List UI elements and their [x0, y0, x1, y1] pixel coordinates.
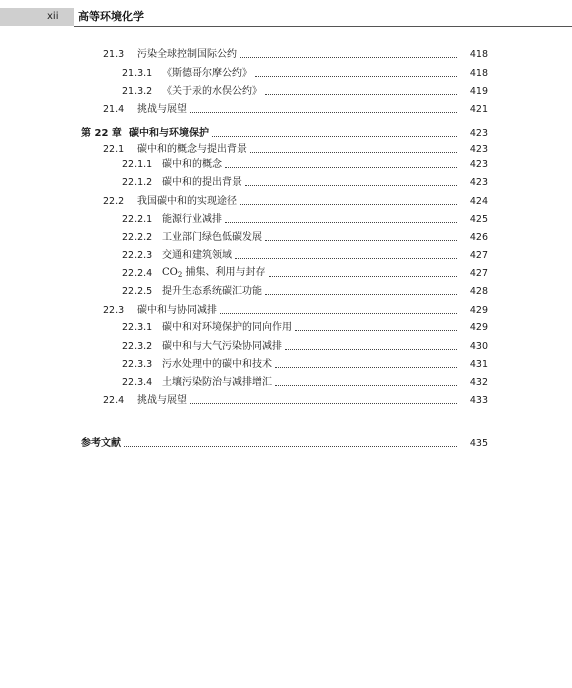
toc-entry-number: 22.3.4	[122, 377, 153, 388]
toc-entry-title: 碳中和与大气污染协同减排	[162, 341, 282, 352]
toc-entry-number: 21.3.1	[122, 68, 153, 79]
toc-dot-leader	[235, 258, 457, 259]
toc-entry-number: 22.1	[103, 144, 125, 155]
toc-entry-page: 426	[469, 232, 488, 243]
toc-entry-page: 432	[469, 377, 488, 388]
toc-entry-title: 碳中和的概念	[162, 159, 222, 170]
toc-dot-leader	[124, 446, 457, 447]
toc-entry-page: 418	[469, 49, 488, 60]
header-book-title: 高等环境化学	[78, 10, 144, 23]
toc-entry[interactable]	[0, 84, 572, 99]
toc-entry-page: 430	[469, 341, 488, 352]
toc-entry-number: 22.2.1	[122, 214, 153, 225]
toc-dot-leader	[295, 330, 457, 331]
toc-dot-leader	[269, 276, 457, 277]
toc-entry[interactable]	[0, 320, 572, 335]
toc-entry-page: 423	[469, 159, 488, 170]
toc-dot-leader	[220, 313, 457, 314]
toc-entry-number: 第 22 章	[81, 128, 122, 139]
toc-entry-page: 428	[469, 286, 488, 297]
toc-dot-leader	[275, 385, 457, 386]
toc-dot-leader	[265, 94, 457, 95]
toc-entry[interactable]	[0, 357, 572, 372]
header-tab	[0, 8, 74, 26]
toc-entry[interactable]	[0, 375, 572, 390]
toc-entry[interactable]	[0, 47, 572, 62]
toc-entry-page: 433	[469, 395, 488, 406]
toc-dot-leader	[245, 185, 457, 186]
toc-dot-leader	[265, 240, 457, 241]
toc-entry-title: 我国碳中和的实现途径	[137, 196, 237, 207]
toc-entry-title: 提升生态系统碳汇功能	[162, 286, 262, 297]
toc-entry-title: 碳中和的提出背景	[162, 177, 242, 188]
toc-dot-leader	[225, 167, 457, 168]
toc-entry[interactable]	[0, 157, 572, 172]
toc-entry-page: 423	[469, 144, 488, 155]
toc-dot-leader	[255, 76, 457, 77]
toc-dot-leader	[265, 294, 457, 295]
toc-entry-number: 22.4	[103, 395, 125, 406]
toc-entry[interactable]	[0, 194, 572, 209]
toc-entry-title: 碳中和对环境保护的同向作用	[162, 322, 292, 333]
toc-entry-page: 425	[469, 214, 488, 225]
toc-entry-title: 土壤污染防治与减排增汇	[162, 377, 272, 388]
toc-entry-page: 427	[469, 250, 488, 261]
toc-entry-page: 435	[469, 438, 488, 449]
toc-entry-page: 419	[469, 86, 488, 97]
toc-entry-title: 能源行业减排	[162, 214, 222, 225]
toc-entry[interactable]	[0, 248, 572, 263]
toc-entry[interactable]	[0, 303, 572, 318]
toc-entry-title: 交通和建筑领域	[162, 250, 232, 261]
toc-entry[interactable]	[0, 230, 572, 245]
toc-entry-number: 21.4	[103, 104, 125, 115]
toc-entry-title: 挑战与展望	[137, 395, 187, 406]
toc-dot-leader	[250, 152, 457, 153]
toc-entry-title: 参考文献	[81, 438, 121, 449]
toc-entry[interactable]	[0, 102, 572, 117]
toc-dot-leader	[240, 57, 457, 58]
header-page-number: xii	[47, 11, 59, 22]
toc-dot-leader	[190, 403, 457, 404]
toc-dot-leader	[190, 112, 457, 113]
toc-entry-title: 碳中和与协同减排	[137, 305, 217, 316]
toc-entry[interactable]	[0, 284, 572, 299]
toc-entry-title: 挑战与展望	[137, 104, 187, 115]
toc-entry-page: 423	[469, 177, 488, 188]
toc-dot-leader	[240, 204, 457, 205]
toc-entry-page: 423	[469, 128, 488, 139]
toc-entry-page: 429	[469, 305, 488, 316]
toc-entry[interactable]	[0, 142, 572, 157]
toc-entry-page: 427	[469, 268, 488, 279]
toc-entry[interactable]	[0, 393, 572, 408]
toc-entry[interactable]	[0, 212, 572, 227]
toc-entry-number: 22.3.1	[122, 322, 153, 333]
toc-dot-leader	[285, 349, 457, 350]
toc-entry-number: 22.2.2	[122, 232, 153, 243]
toc-entry-number: 22.1.2	[122, 177, 153, 188]
running-header	[0, 0, 572, 30]
toc-entry-number: 22.2.4	[122, 268, 153, 279]
toc-entry-title: 污水处理中的碳中和技术	[162, 359, 272, 370]
toc-entry-title: 《关于汞的水俣公约》	[162, 86, 262, 97]
toc-entry-page: 424	[469, 196, 488, 207]
toc-entry[interactable]	[0, 339, 572, 354]
toc-entry-number: 22.2.5	[122, 286, 153, 297]
toc-entry-number: 21.3.2	[122, 86, 153, 97]
toc-entry-number: 22.2.3	[122, 250, 153, 261]
toc-entry-title: 污染全球控制国际公约	[137, 49, 237, 60]
toc-entry-title: 工业部门绿色低碳发展	[162, 232, 262, 243]
toc-entry-page: 429	[469, 322, 488, 333]
toc-entry-number: 22.3	[103, 305, 125, 316]
toc-entry-page: 418	[469, 68, 488, 79]
toc-entry-number: 22.1.1	[122, 159, 153, 170]
toc-dot-leader	[275, 367, 457, 368]
toc-entry[interactable]	[0, 175, 572, 190]
toc-entry-number: 21.3	[103, 49, 125, 60]
toc-dot-leader	[212, 136, 457, 137]
toc-entry-page: 421	[469, 104, 488, 115]
toc-entry-title: 碳中和与环境保护	[129, 128, 209, 139]
toc-entry-title: $CO_2$ 捕集、利用与封存	[162, 266, 266, 279]
toc-entry[interactable]	[0, 266, 572, 281]
toc-entry-title: 《斯德哥尔摩公约》	[162, 68, 252, 79]
toc-entry-title: 碳中和的概念与提出背景	[137, 144, 247, 155]
toc-entry[interactable]	[0, 66, 572, 81]
toc-dot-leader	[225, 222, 457, 223]
toc-entry-number: 22.2	[103, 196, 125, 207]
header-rule	[74, 26, 572, 27]
toc-entry-number: 22.3.2	[122, 341, 153, 352]
toc-entry[interactable]	[0, 126, 572, 141]
toc-entry-number: 22.3.3	[122, 359, 153, 370]
toc-entry-page: 431	[469, 359, 488, 370]
toc-entry[interactable]	[0, 436, 572, 451]
